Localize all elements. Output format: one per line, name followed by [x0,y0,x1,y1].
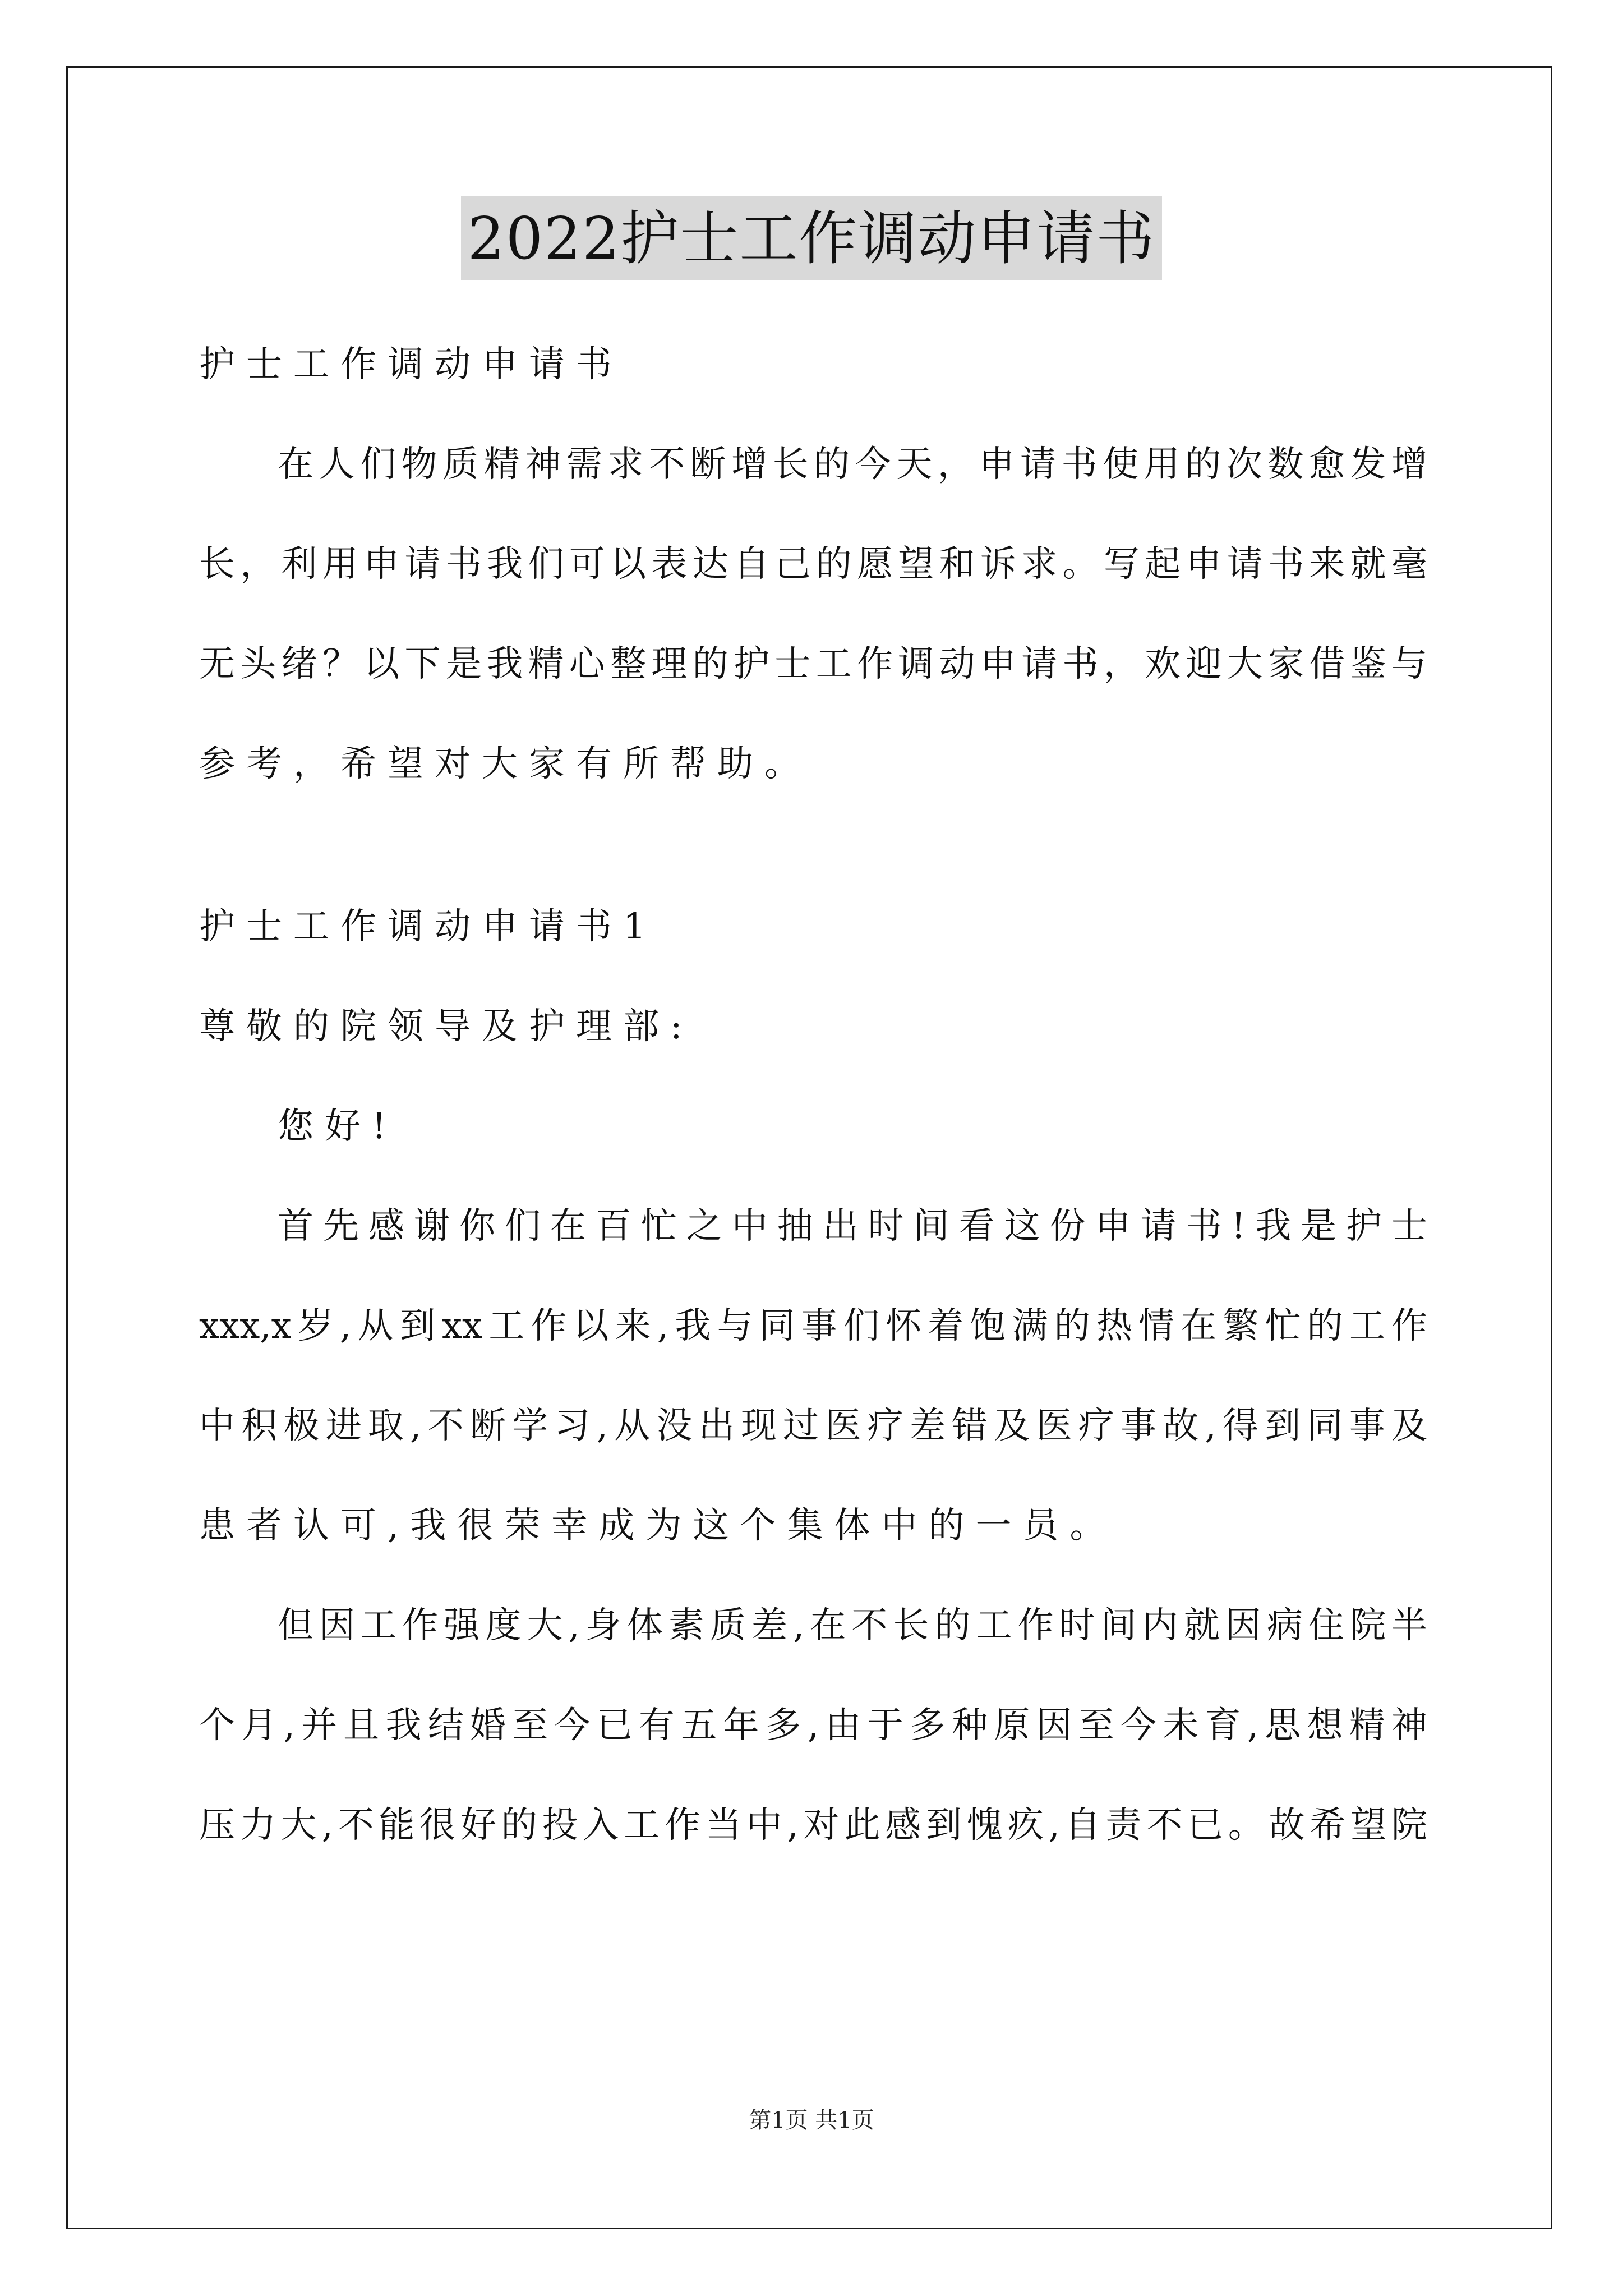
document-body [199,337,1427,1853]
paragraph-line: 患者认可,我很荣幸成为这个集体中的一员。 [199,1505,1117,1547]
salutation: 尊敬的院领导及护理部: [199,1006,694,1047]
paragraph-line: 首先感谢你们在百忙之中抽出时间看这份申请书!我是护士 [278,1205,1427,1247]
intro-line: 参考，希望对大家有所帮助。 [199,743,811,785]
paragraph-line: xxx,x岁,从到xx工作以来,我与同事们怀着饱满的热情在繁忙的工作 [199,1305,1427,1347]
intro-line: 长，利用申请书我们可以表达自己的愿望和诉求。写起申请书来就毫 [199,544,1427,585]
document-subtitle: 护士工作调动申请书 [199,344,623,385]
title-wrap [0,196,1623,280]
paragraph-line: 中积极进取,不断学习,从没出现过医疗差错及医疗事故,得到同事及 [199,1405,1427,1447]
intro-line: 在人们物质精神需求不断增长的今天，申请书使用的次数愈发增 [278,444,1427,485]
document-title: 2022护士工作调动申请书 [461,196,1163,280]
section-title: 护士工作调动申请书1 [199,906,657,947]
paragraph-line: 但因工作强度大,身体素质差,在不长的工作时间内就因病住院半 [278,1605,1427,1646]
paragraph-line: 压力大,不能很好的投入工作当中,对此感到愧疚,自责不已。故希望院 [199,1805,1427,1846]
intro-line: 无头绪？以下是我精心整理的护士工作调动申请书，欢迎大家借鉴与 [199,643,1427,685]
greeting: 您好! [278,1106,398,1147]
page-footer: 第1页 共1页 [749,2108,874,2133]
paragraph-line: 个月,并且我结婚至今已有五年多,由于多种原因至今未育,思想精神 [199,1705,1427,1746]
